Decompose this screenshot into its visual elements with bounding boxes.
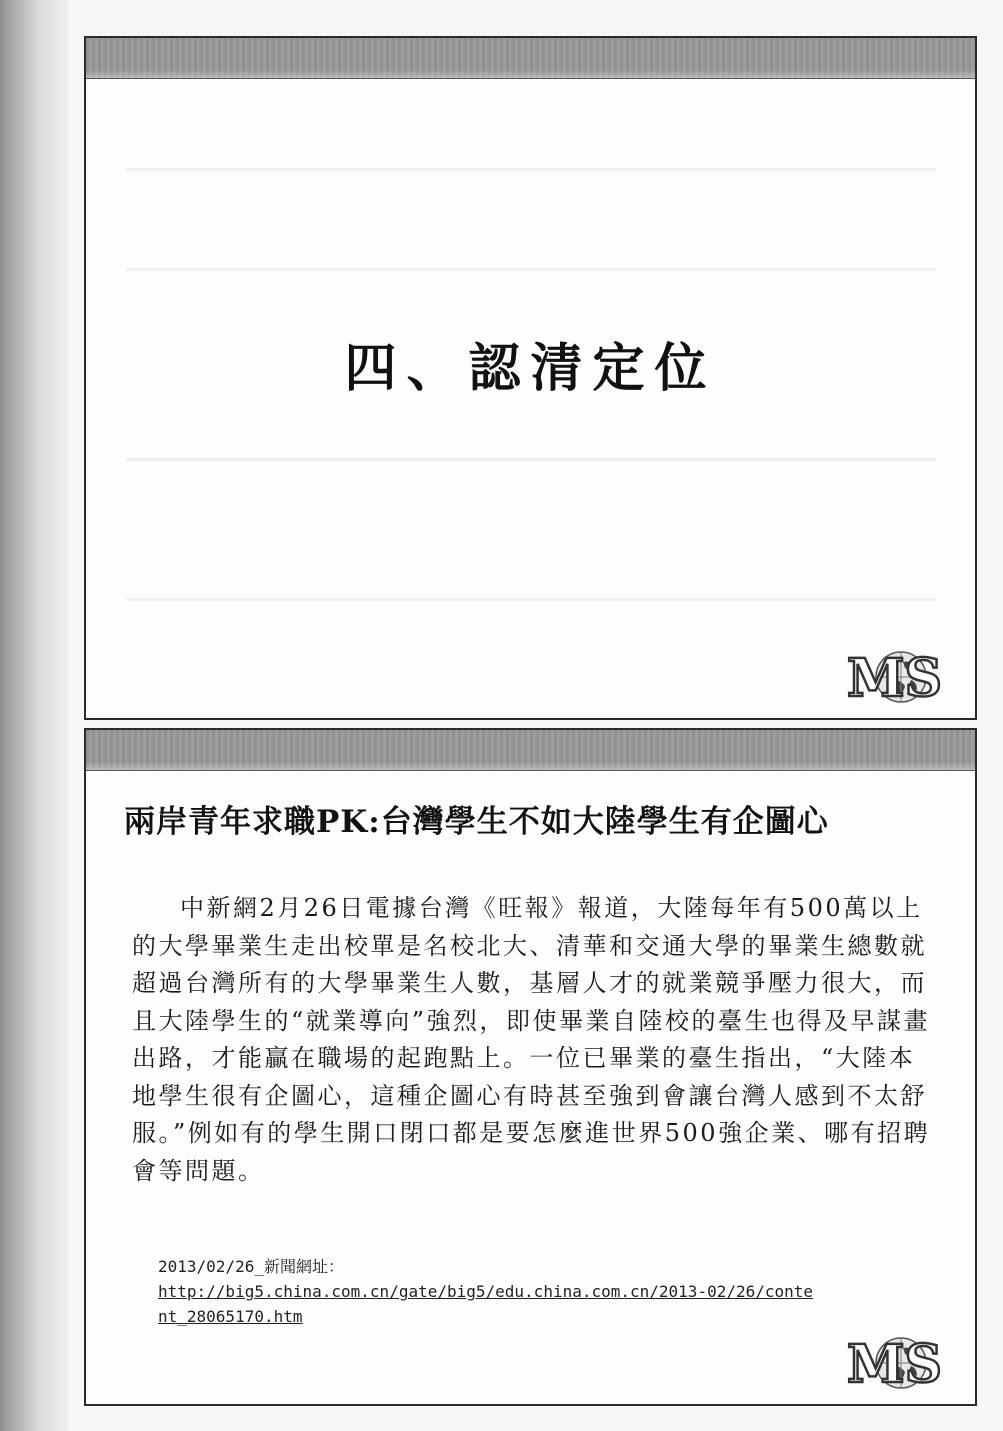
source-label: 2013/02/26_新聞網址： [158,1257,344,1276]
news-headline: 兩岸青年求職PK:台灣學生不如大陸學生有企圖心 [124,804,829,840]
bleed-through-line [126,598,936,601]
logo-text: MS [847,1334,943,1392]
logo-text: MS [847,648,943,706]
news-body: 中新網2月26日電據台灣《旺報》報道，大陸每年有500萬以上的大學畢業生走出校單是名校北大、清華和交通大學的畢業生總數就超過台灣所有的大學畢業生人數，基層人才的就業競爭壓力很大，而且大陸學生的“就業導向”強烈，即使畢業自陸校的臺生也得及早謀畫出路，才能贏在職場的起跑點上。一位已畢業的臺生指出，“大陸本地學生很有企圖心，這種企圖心有時甚至強到會讓台灣人感到不太舒服。”例如有的學生開口閉口都是要怎麼進世界500強企業、哪有招聘會等問題。 [132,894,931,1185]
bleed-through-line [126,268,936,271]
ms-logo [845,648,965,706]
slide-news [84,728,977,1406]
section-title: 四、認清定位 [344,338,717,399]
ms-logo [845,1334,965,1392]
bleed-through-line [126,458,936,461]
bleed-through-line [126,168,936,171]
slide-header-band [86,38,975,79]
slide-section-title [84,36,977,720]
news-source [158,1254,818,1329]
binding-edge [0,0,68,1431]
slide-header-band [86,730,975,771]
source-url[interactable]: http://big5.china.com.cn/gate/big5/edu.china.com.cn/2013-02/26/content_28065170.htm [158,1282,814,1326]
